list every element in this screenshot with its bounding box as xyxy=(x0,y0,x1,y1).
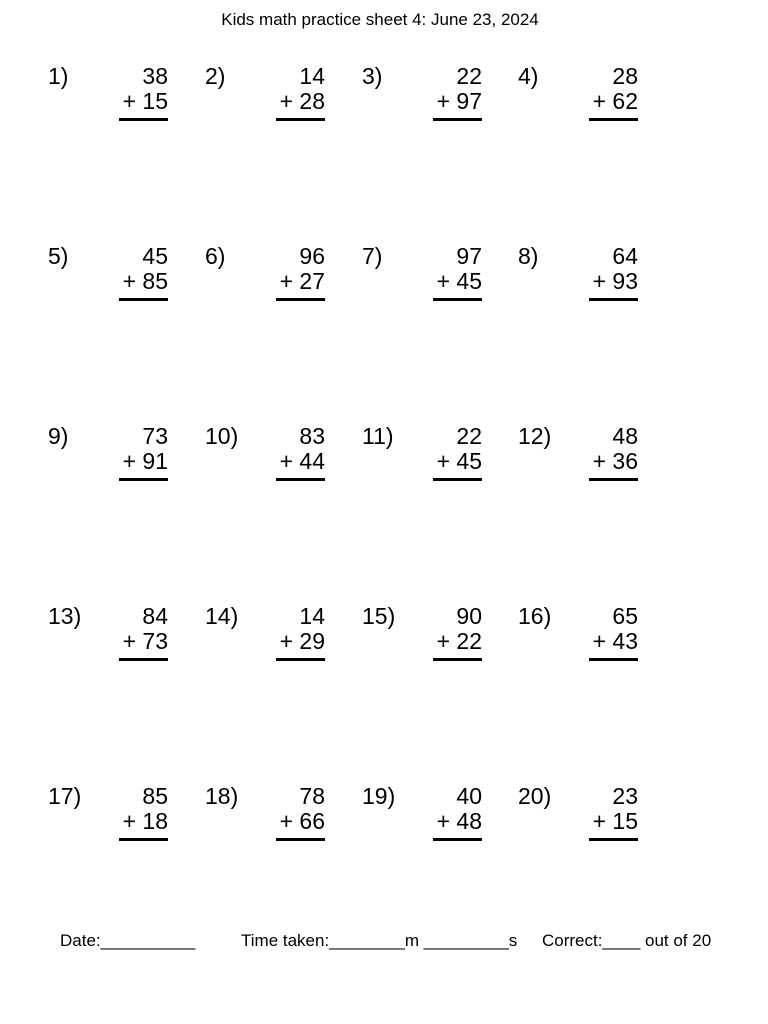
second-addend: + 45 xyxy=(436,448,482,474)
first-addend: 45 xyxy=(142,243,168,269)
problem-number: 3) xyxy=(362,63,383,89)
problem-number: 20) xyxy=(518,783,552,809)
problem-number: 11) xyxy=(362,423,394,449)
answer-line xyxy=(589,658,638,661)
problem-number: 8) xyxy=(518,243,539,269)
answer-line xyxy=(433,658,482,661)
answer-line xyxy=(276,838,325,841)
problem-number: 1) xyxy=(48,63,69,89)
addition-problem xyxy=(48,604,168,664)
answer-line xyxy=(589,118,638,121)
problem-number: 4) xyxy=(518,63,539,89)
answer-line xyxy=(119,298,168,301)
addition-problem xyxy=(362,784,482,844)
addition-problem xyxy=(205,64,325,124)
second-addend: + 18 xyxy=(122,808,168,834)
problem-number: 18) xyxy=(205,783,239,809)
correct-field: Correct:____ out of 20 xyxy=(542,931,712,950)
answer-line xyxy=(119,838,168,841)
second-addend: + 22 xyxy=(436,628,482,654)
answer-line xyxy=(433,478,482,481)
first-addend: 28 xyxy=(612,63,638,89)
addition-problem xyxy=(518,244,638,304)
first-addend: 84 xyxy=(142,603,168,629)
second-addend: + 43 xyxy=(592,628,638,654)
second-addend: + 36 xyxy=(592,448,638,474)
addition-problem xyxy=(518,64,638,124)
problem-number: 6) xyxy=(205,243,226,269)
second-addend: + 93 xyxy=(592,268,638,294)
first-addend: 64 xyxy=(612,243,638,269)
second-addend: + 97 xyxy=(436,88,482,114)
addition-problem xyxy=(518,424,638,484)
first-addend: 23 xyxy=(612,783,638,809)
first-addend: 83 xyxy=(299,423,325,449)
addition-problem xyxy=(48,244,168,304)
first-addend: 22 xyxy=(456,63,482,89)
time-taken-field: Time taken:________m _________s xyxy=(241,931,518,950)
first-addend: 65 xyxy=(612,603,638,629)
problem-number: 7) xyxy=(362,243,383,269)
first-addend: 73 xyxy=(142,423,168,449)
answer-line xyxy=(589,478,638,481)
first-addend: 90 xyxy=(456,603,482,629)
page-title: Kids math practice sheet 4: June 23, 2024 xyxy=(221,10,539,29)
second-addend: + 66 xyxy=(279,808,325,834)
second-addend: + 29 xyxy=(279,628,325,654)
first-addend: 97 xyxy=(456,243,482,269)
second-addend: + 45 xyxy=(436,268,482,294)
second-addend: + 44 xyxy=(279,448,325,474)
answer-line xyxy=(589,838,638,841)
addition-problem xyxy=(362,424,482,484)
first-addend: 96 xyxy=(299,243,325,269)
answer-line xyxy=(433,118,482,121)
addition-problem xyxy=(518,784,638,844)
first-addend: 22 xyxy=(456,423,482,449)
second-addend: + 27 xyxy=(279,268,325,294)
problem-number: 10) xyxy=(205,423,239,449)
second-addend: + 48 xyxy=(436,808,482,834)
second-addend: + 15 xyxy=(592,808,638,834)
date-field: Date:__________ xyxy=(60,931,196,950)
problem-number: 2) xyxy=(205,63,226,89)
addition-problem xyxy=(48,784,168,844)
problem-number: 16) xyxy=(518,603,552,629)
problem-number: 15) xyxy=(362,603,396,629)
problem-number: 12) xyxy=(518,423,552,449)
first-addend: 14 xyxy=(299,63,325,89)
problem-number: 5) xyxy=(48,243,69,269)
first-addend: 40 xyxy=(456,783,482,809)
answer-line xyxy=(433,298,482,301)
answer-line xyxy=(589,298,638,301)
addition-problem xyxy=(205,784,325,844)
problem-number: 14) xyxy=(205,603,239,629)
answer-line xyxy=(119,478,168,481)
problem-number: 19) xyxy=(362,783,396,809)
addition-problem xyxy=(48,64,168,124)
second-addend: + 15 xyxy=(122,88,168,114)
answer-line xyxy=(276,118,325,121)
first-addend: 85 xyxy=(142,783,168,809)
addition-problem xyxy=(518,604,638,664)
first-addend: 78 xyxy=(299,783,325,809)
first-addend: 48 xyxy=(612,423,638,449)
answer-line xyxy=(433,838,482,841)
addition-problem xyxy=(362,244,482,304)
first-addend: 38 xyxy=(142,63,168,89)
second-addend: + 28 xyxy=(279,88,325,114)
second-addend: + 73 xyxy=(122,628,168,654)
problem-number: 17) xyxy=(48,783,82,809)
addition-problem xyxy=(205,244,325,304)
answer-line xyxy=(119,118,168,121)
second-addend: + 62 xyxy=(592,88,638,114)
addition-problem xyxy=(362,64,482,124)
addition-problem xyxy=(48,424,168,484)
second-addend: + 91 xyxy=(122,448,168,474)
addition-problem xyxy=(205,424,325,484)
addition-problem xyxy=(362,604,482,664)
second-addend: + 85 xyxy=(122,268,168,294)
first-addend: 14 xyxy=(299,603,325,629)
answer-line xyxy=(276,478,325,481)
addition-problem xyxy=(205,604,325,664)
problem-number: 13) xyxy=(48,603,82,629)
answer-line xyxy=(276,298,325,301)
problem-number: 9) xyxy=(48,423,69,449)
answer-line xyxy=(276,658,325,661)
answer-line xyxy=(119,658,168,661)
